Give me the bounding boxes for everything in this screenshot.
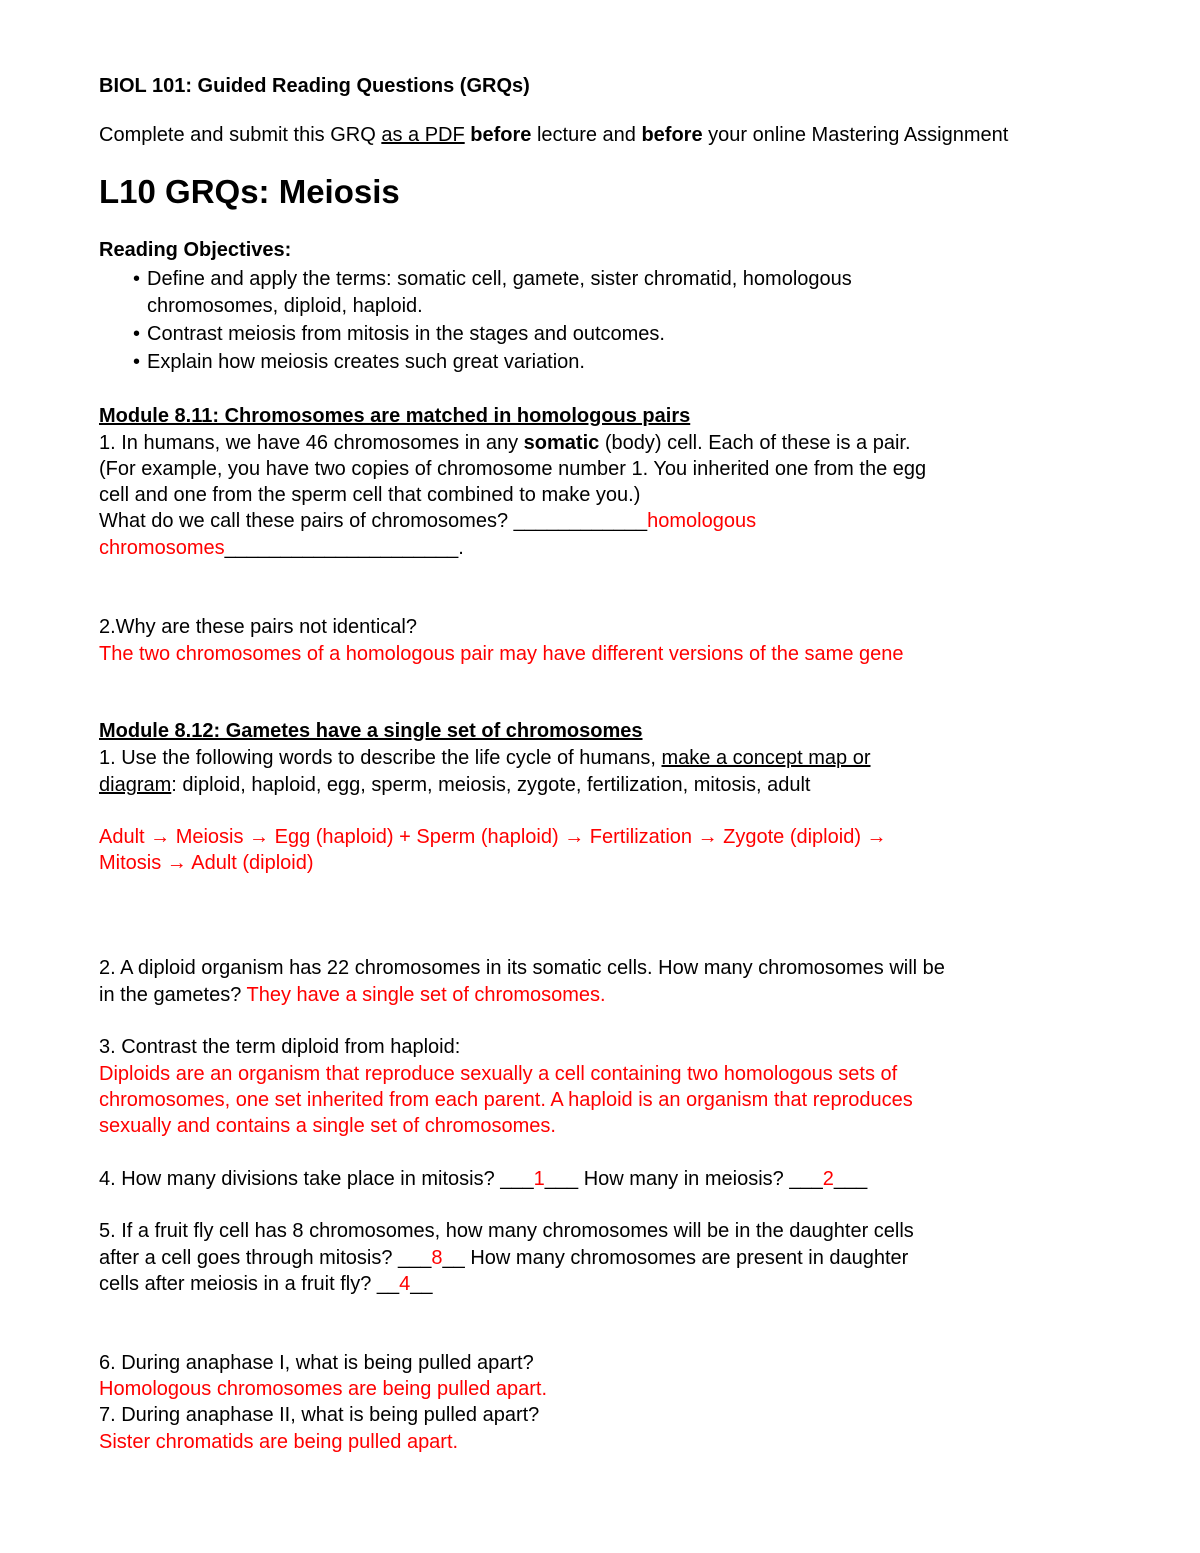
m812-q1-diagram: diagram	[99, 774, 172, 796]
answer-blank: ___	[833, 1168, 868, 1190]
m812-q1-answer-line1: Adult → Meiosis → Egg (haploid) + Sperm (haploid) → Fertilization → Zygote (diploid) →	[99, 826, 887, 848]
instructions-before-2: before	[641, 124, 703, 146]
answer-blank: ___	[789, 1168, 823, 1190]
instructions-before-1: before	[470, 124, 532, 146]
m812-q3-answer-line2: chromosomes, one set inherited from each parent. A haploid is an organism that reproduces	[99, 1089, 913, 1111]
m812-q5-line1: 5. If a fruit fly cell has 8 chromosomes, how many chromosomes will be in the daughter cells	[99, 1220, 914, 1242]
objective-item-3	[133, 349, 585, 375]
m812-q1-word-list: : diploid, haploid, egg, sperm, meiosis, zygote, fertilization, mitosis, adult	[171, 774, 811, 796]
module-811-heading: Module 8.11: Chromosomes are matched in homologous pairs	[99, 405, 691, 427]
answer-blank: __	[376, 1273, 400, 1295]
m812-q4-text: 4. How many divisions take place in mitosis?	[99, 1168, 501, 1190]
instructions-lecture: lecture and	[531, 124, 642, 146]
m812-q1-line2	[99, 772, 810, 798]
answer-blank: ___	[544, 1168, 579, 1190]
m811-q1-line2: (For example, you have two copies of chromosome number 1. You inherited one from the egg	[99, 458, 927, 480]
instructions-line	[99, 122, 1008, 148]
bullet-icon: •	[133, 351, 141, 373]
m812-q6-answer: Homologous chromosomes are being pulled apart.	[99, 1378, 548, 1400]
m812-q5-answer-meiosis: 4	[399, 1273, 411, 1295]
m812-q2-answer: They have a single set of chromosomes.	[246, 984, 606, 1006]
m811-q1-answer-part1: homologous	[647, 510, 757, 532]
period: .	[458, 537, 464, 559]
m812-q3-answer-line1: Diploids are an organism that reproduce sexually a cell containing two homologous sets of	[99, 1063, 898, 1085]
m811-q1-line4	[99, 508, 756, 534]
m812-q5-answer-mitosis: 8	[431, 1247, 443, 1269]
m811-q1-answer-part2: chromosomes	[99, 537, 225, 559]
answer-blank: __	[410, 1273, 433, 1295]
objective-text: Contrast meiosis from mitosis in the stages and outcomes.	[147, 323, 665, 345]
instructions-pdf: as a PDF	[381, 124, 465, 146]
m811-q2-answer: The two chromosomes of a homologous pair may have different versions of the same gene	[99, 643, 904, 665]
m812-q5-text: after a cell goes through mitosis?	[99, 1247, 399, 1269]
m811-q1-prompt: What do we call these pairs of chromosomes?	[99, 510, 514, 532]
m811-q1-line1	[99, 430, 911, 456]
m812-q4-answer-meiosis: 2	[822, 1168, 834, 1190]
objectives-heading: Reading Objectives:	[99, 239, 292, 261]
m812-q3-answer-line3: sexually and contains a single set of chromosomes.	[99, 1115, 556, 1137]
m812-q7-answer: Sister chromatids are being pulled apart.	[99, 1431, 459, 1453]
answer-blank: ___	[398, 1247, 432, 1269]
module-812-heading: Module 8.12: Gametes have a single set of chromosomes	[99, 720, 643, 742]
course-title: BIOL 101: Guided Reading Questions (GRQs)	[99, 75, 530, 97]
m812-q5-text-meiosis: How many chromosomes are present in daughter	[464, 1247, 909, 1269]
m812-q2-line2	[99, 982, 606, 1008]
bullet-icon: •	[133, 323, 141, 345]
m811-q1-somatic: somatic	[523, 432, 600, 454]
m812-q4	[99, 1166, 867, 1192]
m812-q6-question: 6. During anaphase I, what is being pulled apart?	[99, 1352, 534, 1374]
objective-item-1	[133, 266, 852, 292]
m811-q1-text: 1. In humans, we have 46 chromosomes in any	[99, 432, 524, 454]
m812-q2-text: in the gametes?	[99, 984, 247, 1006]
m812-q1-line1	[99, 745, 871, 771]
m812-q1-concept-map: make a concept map or	[661, 747, 871, 769]
m812-q2-line1: 2. A diploid organism has 22 chromosomes in its somatic cells. How many chromosomes will be	[99, 957, 945, 979]
m811-q1-line5	[99, 535, 464, 561]
objective-text: Explain how meiosis creates such great variation.	[147, 351, 585, 373]
answer-blank: ____________	[513, 510, 648, 532]
m812-q4-answer-mitosis: 1	[533, 1168, 545, 1190]
m811-q1-text-end: (body) cell. Each of these is a pair.	[599, 432, 911, 454]
answer-blank: __	[442, 1247, 465, 1269]
objective-item-1-cont: chromosomes, diploid, haploid.	[147, 295, 423, 317]
instructions-mastering: your online Mastering Assignment	[702, 124, 1009, 146]
m812-q5-line2	[99, 1245, 908, 1271]
m812-q5-text-fly: cells after meiosis in a fruit fly?	[99, 1273, 377, 1295]
objective-text: Define and apply the terms: somatic cell, gamete, sister chromatid, homologous	[147, 268, 852, 290]
answer-blank: ___	[500, 1168, 534, 1190]
m812-q1-answer-line2: Mitosis → Adult (diploid)	[99, 852, 314, 874]
answer-blank: _____________________	[224, 537, 459, 559]
m811-q1-line3: cell and one from the sperm cell that combined to make you.)	[99, 484, 641, 506]
objective-item-2	[133, 321, 665, 347]
m812-q4-text-meiosis: How many in meiosis?	[578, 1168, 790, 1190]
m812-q5-line3	[99, 1271, 433, 1297]
lecture-title: L10 GRQs: Meiosis	[99, 173, 400, 210]
instructions-text: Complete and submit this GRQ	[99, 124, 382, 146]
m811-q2-question: 2.Why are these pairs not identical?	[99, 616, 417, 638]
m812-q7-question: 7. During anaphase II, what is being pulled apart?	[99, 1404, 540, 1426]
m812-q1-text: 1. Use the following words to describe the life cycle of humans,	[99, 747, 662, 769]
m812-q3-question: 3. Contrast the term diploid from haploid:	[99, 1036, 461, 1058]
bullet-icon: •	[133, 268, 141, 290]
